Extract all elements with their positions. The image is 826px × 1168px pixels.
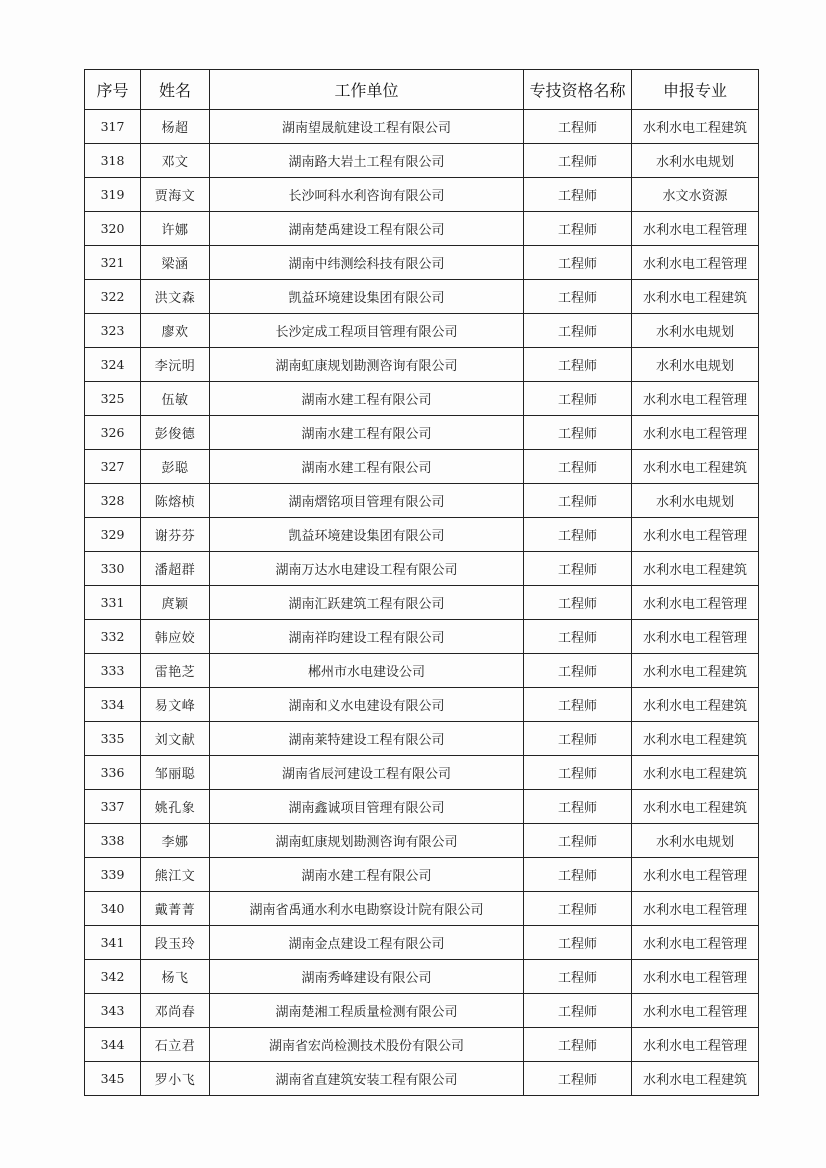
table-row (85, 688, 759, 722)
cell-name: 谢芬芬 (141, 518, 210, 552)
cell-employer: 湖南水建工程有限公司 (210, 416, 524, 450)
cell-serial-number: 323 (85, 314, 141, 348)
cell-name: 熊江文 (141, 858, 210, 892)
cell-specialty: 水利水电工程建筑 (632, 790, 759, 824)
cell-serial-number: 338 (85, 824, 141, 858)
cell-name: 陈熔桢 (141, 484, 210, 518)
cell-specialty: 水利水电工程管理 (632, 212, 759, 246)
cell-employer: 湖南省禹通水利水电勘察设计院有限公司 (210, 892, 524, 926)
cell-serial-number: 317 (85, 110, 141, 144)
cell-serial-number: 340 (85, 892, 141, 926)
cell-name: 段玉玲 (141, 926, 210, 960)
cell-serial-number: 322 (85, 280, 141, 314)
cell-specialty: 水利水电工程建筑 (632, 450, 759, 484)
cell-name: 杨飞 (141, 960, 210, 994)
table-row (85, 756, 759, 790)
table-row (85, 110, 759, 144)
cell-employer: 长沙定成工程项目管理有限公司 (210, 314, 524, 348)
cell-name: 罗小飞 (141, 1062, 210, 1096)
cell-specialty: 水利水电工程建筑 (632, 722, 759, 756)
cell-serial-number: 326 (85, 416, 141, 450)
cell-specialty: 水利水电工程管理 (632, 518, 759, 552)
cell-serial-number: 335 (85, 722, 141, 756)
cell-qualification: 工程师 (524, 314, 632, 348)
cell-employer: 湖南水建工程有限公司 (210, 858, 524, 892)
table-row (85, 824, 759, 858)
cell-specialty: 水利水电工程管理 (632, 1028, 759, 1062)
cell-specialty: 水利水电工程建筑 (632, 654, 759, 688)
cell-employer: 湖南路大岩土工程有限公司 (210, 144, 524, 178)
cell-qualification: 工程师 (524, 586, 632, 620)
cell-specialty: 水利水电工程管理 (632, 416, 759, 450)
cell-name: 彭聪 (141, 450, 210, 484)
cell-employer: 湖南秀峰建设有限公司 (210, 960, 524, 994)
cell-serial-number: 319 (85, 178, 141, 212)
table-row (85, 484, 759, 518)
header-serial-number: 序号 (85, 70, 141, 110)
cell-serial-number: 333 (85, 654, 141, 688)
cell-qualification: 工程师 (524, 110, 632, 144)
table-row (85, 416, 759, 450)
cell-name: 伍敏 (141, 382, 210, 416)
cell-qualification: 工程师 (524, 926, 632, 960)
table-row (85, 280, 759, 314)
cell-name: 邓文 (141, 144, 210, 178)
cell-serial-number: 328 (85, 484, 141, 518)
table-row (85, 518, 759, 552)
cell-qualification: 工程师 (524, 178, 632, 212)
cell-employer: 凯益环境建设集团有限公司 (210, 280, 524, 314)
table-row (85, 246, 759, 280)
cell-employer: 长沙呵科水利咨询有限公司 (210, 178, 524, 212)
cell-specialty: 水利水电工程管理 (632, 892, 759, 926)
cell-employer: 湖南虹康规划勘测咨询有限公司 (210, 348, 524, 382)
cell-employer: 湖南万达水电建设工程有限公司 (210, 552, 524, 586)
cell-specialty: 水利水电工程建筑 (632, 756, 759, 790)
table-row (85, 654, 759, 688)
cell-specialty: 水利水电工程建筑 (632, 280, 759, 314)
cell-name: 邓尚春 (141, 994, 210, 1028)
cell-specialty: 水利水电工程管理 (632, 246, 759, 280)
cell-name: 洪文森 (141, 280, 210, 314)
cell-qualification: 工程师 (524, 756, 632, 790)
cell-name: 姚孔象 (141, 790, 210, 824)
cell-employer: 郴州市水电建设公司 (210, 654, 524, 688)
cell-serial-number: 324 (85, 348, 141, 382)
table-row (85, 144, 759, 178)
table-row (85, 1028, 759, 1062)
cell-serial-number: 327 (85, 450, 141, 484)
table-row (85, 314, 759, 348)
cell-serial-number: 330 (85, 552, 141, 586)
cell-qualification: 工程师 (524, 994, 632, 1028)
cell-employer: 湖南省直建筑安装工程有限公司 (210, 1062, 524, 1096)
cell-employer: 湖南省宏尚检测技术股份有限公司 (210, 1028, 524, 1062)
cell-name: 梁涵 (141, 246, 210, 280)
cell-name: 李娜 (141, 824, 210, 858)
cell-name: 庹颖 (141, 586, 210, 620)
table-row (85, 1062, 759, 1096)
cell-specialty: 水利水电工程建筑 (632, 110, 759, 144)
cell-specialty: 水利水电工程管理 (632, 858, 759, 892)
cell-serial-number: 321 (85, 246, 141, 280)
table-row (85, 348, 759, 382)
cell-name: 廖欢 (141, 314, 210, 348)
cell-name: 刘文献 (141, 722, 210, 756)
cell-serial-number: 341 (85, 926, 141, 960)
table-header-row (85, 70, 759, 110)
cell-serial-number: 345 (85, 1062, 141, 1096)
cell-name: 戴菁菁 (141, 892, 210, 926)
cell-employer: 湖南虹康规划勘测咨询有限公司 (210, 824, 524, 858)
cell-qualification: 工程师 (524, 518, 632, 552)
applicant-table (84, 69, 759, 1096)
cell-employer: 湖南望晟航建设工程有限公司 (210, 110, 524, 144)
table-row (85, 178, 759, 212)
cell-qualification: 工程师 (524, 450, 632, 484)
cell-specialty: 水利水电规划 (632, 144, 759, 178)
cell-qualification: 工程师 (524, 620, 632, 654)
cell-name: 潘超群 (141, 552, 210, 586)
cell-name: 雷艳芝 (141, 654, 210, 688)
cell-employer: 湖南中纬测绘科技有限公司 (210, 246, 524, 280)
cell-qualification: 工程师 (524, 348, 632, 382)
cell-qualification: 工程师 (524, 790, 632, 824)
cell-specialty: 水利水电规划 (632, 824, 759, 858)
cell-serial-number: 325 (85, 382, 141, 416)
cell-serial-number: 318 (85, 144, 141, 178)
header-specialty: 申报专业 (632, 70, 759, 110)
cell-qualification: 工程师 (524, 960, 632, 994)
cell-serial-number: 334 (85, 688, 141, 722)
cell-specialty: 水利水电工程建筑 (632, 688, 759, 722)
cell-specialty: 水利水电工程建筑 (632, 1062, 759, 1096)
table-row (85, 382, 759, 416)
cell-qualification: 工程师 (524, 688, 632, 722)
cell-name: 许娜 (141, 212, 210, 246)
cell-specialty: 水利水电工程管理 (632, 586, 759, 620)
cell-specialty: 水利水电工程管理 (632, 960, 759, 994)
cell-serial-number: 336 (85, 756, 141, 790)
cell-specialty: 水文水资源 (632, 178, 759, 212)
cell-specialty: 水利水电工程管理 (632, 382, 759, 416)
cell-employer: 湖南熠铭项目管理有限公司 (210, 484, 524, 518)
cell-specialty: 水利水电工程管理 (632, 926, 759, 960)
cell-employer: 湖南金点建设工程有限公司 (210, 926, 524, 960)
cell-employer: 湖南水建工程有限公司 (210, 450, 524, 484)
cell-specialty: 水利水电工程管理 (632, 620, 759, 654)
cell-employer: 湖南和义水电建设有限公司 (210, 688, 524, 722)
cell-specialty: 水利水电规划 (632, 484, 759, 518)
cell-qualification: 工程师 (524, 144, 632, 178)
table-row (85, 960, 759, 994)
cell-employer: 湖南水建工程有限公司 (210, 382, 524, 416)
cell-specialty: 水利水电规划 (632, 314, 759, 348)
table-row (85, 926, 759, 960)
cell-qualification: 工程师 (524, 1062, 632, 1096)
header-employer: 工作单位 (210, 70, 524, 110)
cell-employer: 凯益环境建设集团有限公司 (210, 518, 524, 552)
table-row (85, 892, 759, 926)
cell-qualification: 工程师 (524, 416, 632, 450)
cell-name: 易文峰 (141, 688, 210, 722)
cell-employer: 湖南楚禹建设工程有限公司 (210, 212, 524, 246)
header-name: 姓名 (141, 70, 210, 110)
cell-serial-number: 339 (85, 858, 141, 892)
cell-employer: 湖南莱特建设工程有限公司 (210, 722, 524, 756)
cell-name: 彭俊德 (141, 416, 210, 450)
cell-serial-number: 342 (85, 960, 141, 994)
cell-serial-number: 337 (85, 790, 141, 824)
cell-specialty: 水利水电工程建筑 (632, 552, 759, 586)
table-row (85, 212, 759, 246)
header-qualification: 专技资格名称 (524, 70, 632, 110)
cell-serial-number: 320 (85, 212, 141, 246)
cell-name: 李沅明 (141, 348, 210, 382)
table-row (85, 790, 759, 824)
cell-serial-number: 331 (85, 586, 141, 620)
cell-serial-number: 329 (85, 518, 141, 552)
cell-qualification: 工程师 (524, 654, 632, 688)
table-row (85, 994, 759, 1028)
cell-specialty: 水利水电工程管理 (632, 994, 759, 1028)
cell-qualification: 工程师 (524, 892, 632, 926)
cell-serial-number: 332 (85, 620, 141, 654)
cell-name: 贾海文 (141, 178, 210, 212)
cell-qualification: 工程师 (524, 858, 632, 892)
table-body (85, 110, 759, 1096)
cell-qualification: 工程师 (524, 246, 632, 280)
table-row (85, 620, 759, 654)
cell-serial-number: 343 (85, 994, 141, 1028)
cell-qualification: 工程师 (524, 382, 632, 416)
cell-qualification: 工程师 (524, 484, 632, 518)
table-row (85, 552, 759, 586)
cell-qualification: 工程师 (524, 722, 632, 756)
cell-employer: 湖南祥昀建设工程有限公司 (210, 620, 524, 654)
table-row (85, 450, 759, 484)
cell-name: 韩应姣 (141, 620, 210, 654)
cell-qualification: 工程师 (524, 280, 632, 314)
cell-serial-number: 344 (85, 1028, 141, 1062)
cell-employer: 湖南汇跃建筑工程有限公司 (210, 586, 524, 620)
cell-employer: 湖南鑫诚项目管理有限公司 (210, 790, 524, 824)
table-row (85, 722, 759, 756)
cell-name: 石立君 (141, 1028, 210, 1062)
table-row (85, 586, 759, 620)
cell-employer: 湖南省辰河建设工程有限公司 (210, 756, 524, 790)
cell-specialty: 水利水电规划 (632, 348, 759, 382)
cell-name: 邹丽聪 (141, 756, 210, 790)
cell-qualification: 工程师 (524, 824, 632, 858)
cell-employer: 湖南楚湘工程质量检测有限公司 (210, 994, 524, 1028)
cell-qualification: 工程师 (524, 552, 632, 586)
cell-qualification: 工程师 (524, 1028, 632, 1062)
cell-name: 杨超 (141, 110, 210, 144)
cell-qualification: 工程师 (524, 212, 632, 246)
table-row (85, 858, 759, 892)
